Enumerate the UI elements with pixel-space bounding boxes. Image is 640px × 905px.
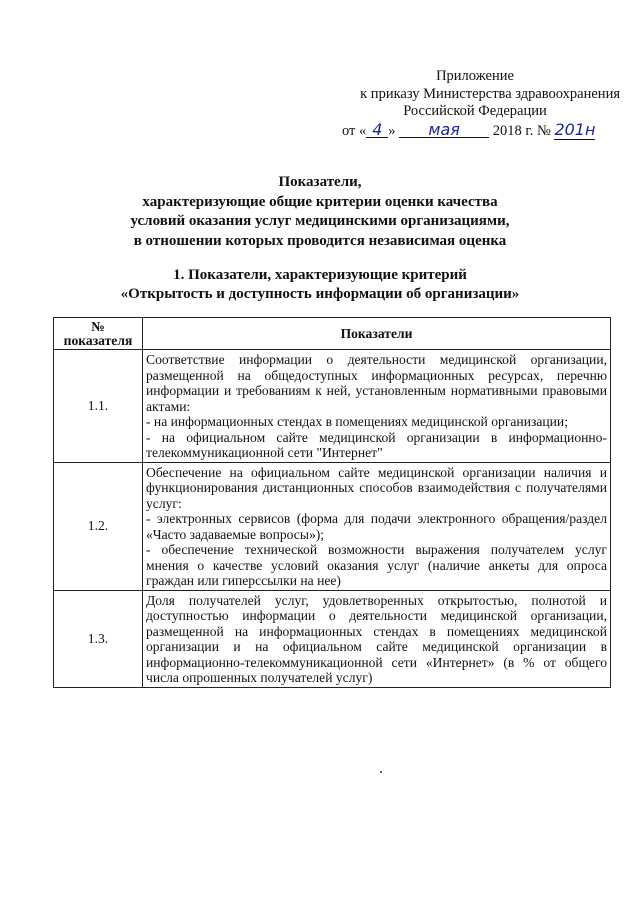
row-number: 1.1.	[54, 350, 143, 463]
row-text	[143, 462, 611, 590]
order-date-line	[330, 121, 620, 141]
table-row	[54, 590, 611, 687]
header-indicators: Показатели	[143, 318, 611, 350]
section-heading	[40, 266, 600, 304]
table-row	[54, 462, 611, 590]
title-line-3: условий оказания услуг медицинскими организациями,	[130, 213, 510, 229]
row-text	[143, 590, 611, 687]
table-row	[54, 350, 611, 463]
row-number: 1.2.	[54, 462, 143, 590]
annex-header	[330, 68, 620, 140]
row-text	[143, 350, 611, 463]
annex-federation-line: Российской Федерации	[403, 103, 547, 119]
title-line-4: в отношении которых проводится независимая оценка	[133, 232, 507, 249]
row-line: - электронных сервисов (форма для подачи электронного обращения/раздел «Часто задаваемые вопросы»);	[146, 511, 607, 542]
indicators-table	[53, 317, 611, 688]
handwritten-day: 4	[372, 119, 383, 139]
date-year: 2018 г. №	[492, 122, 551, 139]
header-number: № показателя	[54, 318, 143, 350]
row-line: - обеспечение технической возможности выражения получателем услуг мнения о качестве условий оказания услуг (наличие анкеты для опроса граждан или гиперссылки на нее)	[146, 542, 607, 588]
date-mid: »	[388, 122, 396, 139]
annex-label: Приложение	[436, 68, 514, 84]
row-line: Доля получателей услуг, удовлетворенных открытостью, полнотой и доступностью информации о деятельности медицинской организации, размещенной на информационных стендах в помещениях медицинской организации и на официальном сайте медицинской организации в информационно-телекоммуникационной сети «Интернет» (в % от общего числа опрошенных получателей услуг)	[146, 592, 607, 685]
scan-speck	[380, 771, 382, 773]
row-line: - на информационных стендах в помещениях медицинской организации;	[146, 414, 568, 429]
annex-order-line: к приказу Министерства здравоохранения	[360, 85, 620, 102]
row-number: 1.3.	[54, 590, 143, 687]
handwritten-month: мая	[428, 119, 460, 139]
section-line-2: «Открытость и доступность информации об организации»	[120, 286, 520, 302]
row-line: Обеспечение на официальном сайте медицинской организации наличия и функционирования дистанционных способов взаимодействия с получателями услуг:	[146, 464, 607, 511]
title-line-1: Показатели,	[278, 174, 362, 190]
section-line-1: 1. Показатели, характеризующие критерий	[173, 267, 467, 283]
handwritten-number: 201н	[554, 119, 596, 139]
document-title	[40, 173, 600, 251]
table-header-row	[54, 318, 611, 350]
row-line: Соответствие информации о деятельности медицинской организации, размещенной на общедоступных информационных ресурсах, перечню информации и требованиям к ней, установленным нормативными правовыми актами:	[146, 352, 607, 414]
row-line: - на официальном сайте медицинской организации в информационно-телекоммуникационной сети "Интернет"	[146, 429, 607, 460]
title-line-2: характеризующие общие критерии оценки качества	[142, 193, 498, 210]
date-prefix: от «	[342, 122, 367, 139]
